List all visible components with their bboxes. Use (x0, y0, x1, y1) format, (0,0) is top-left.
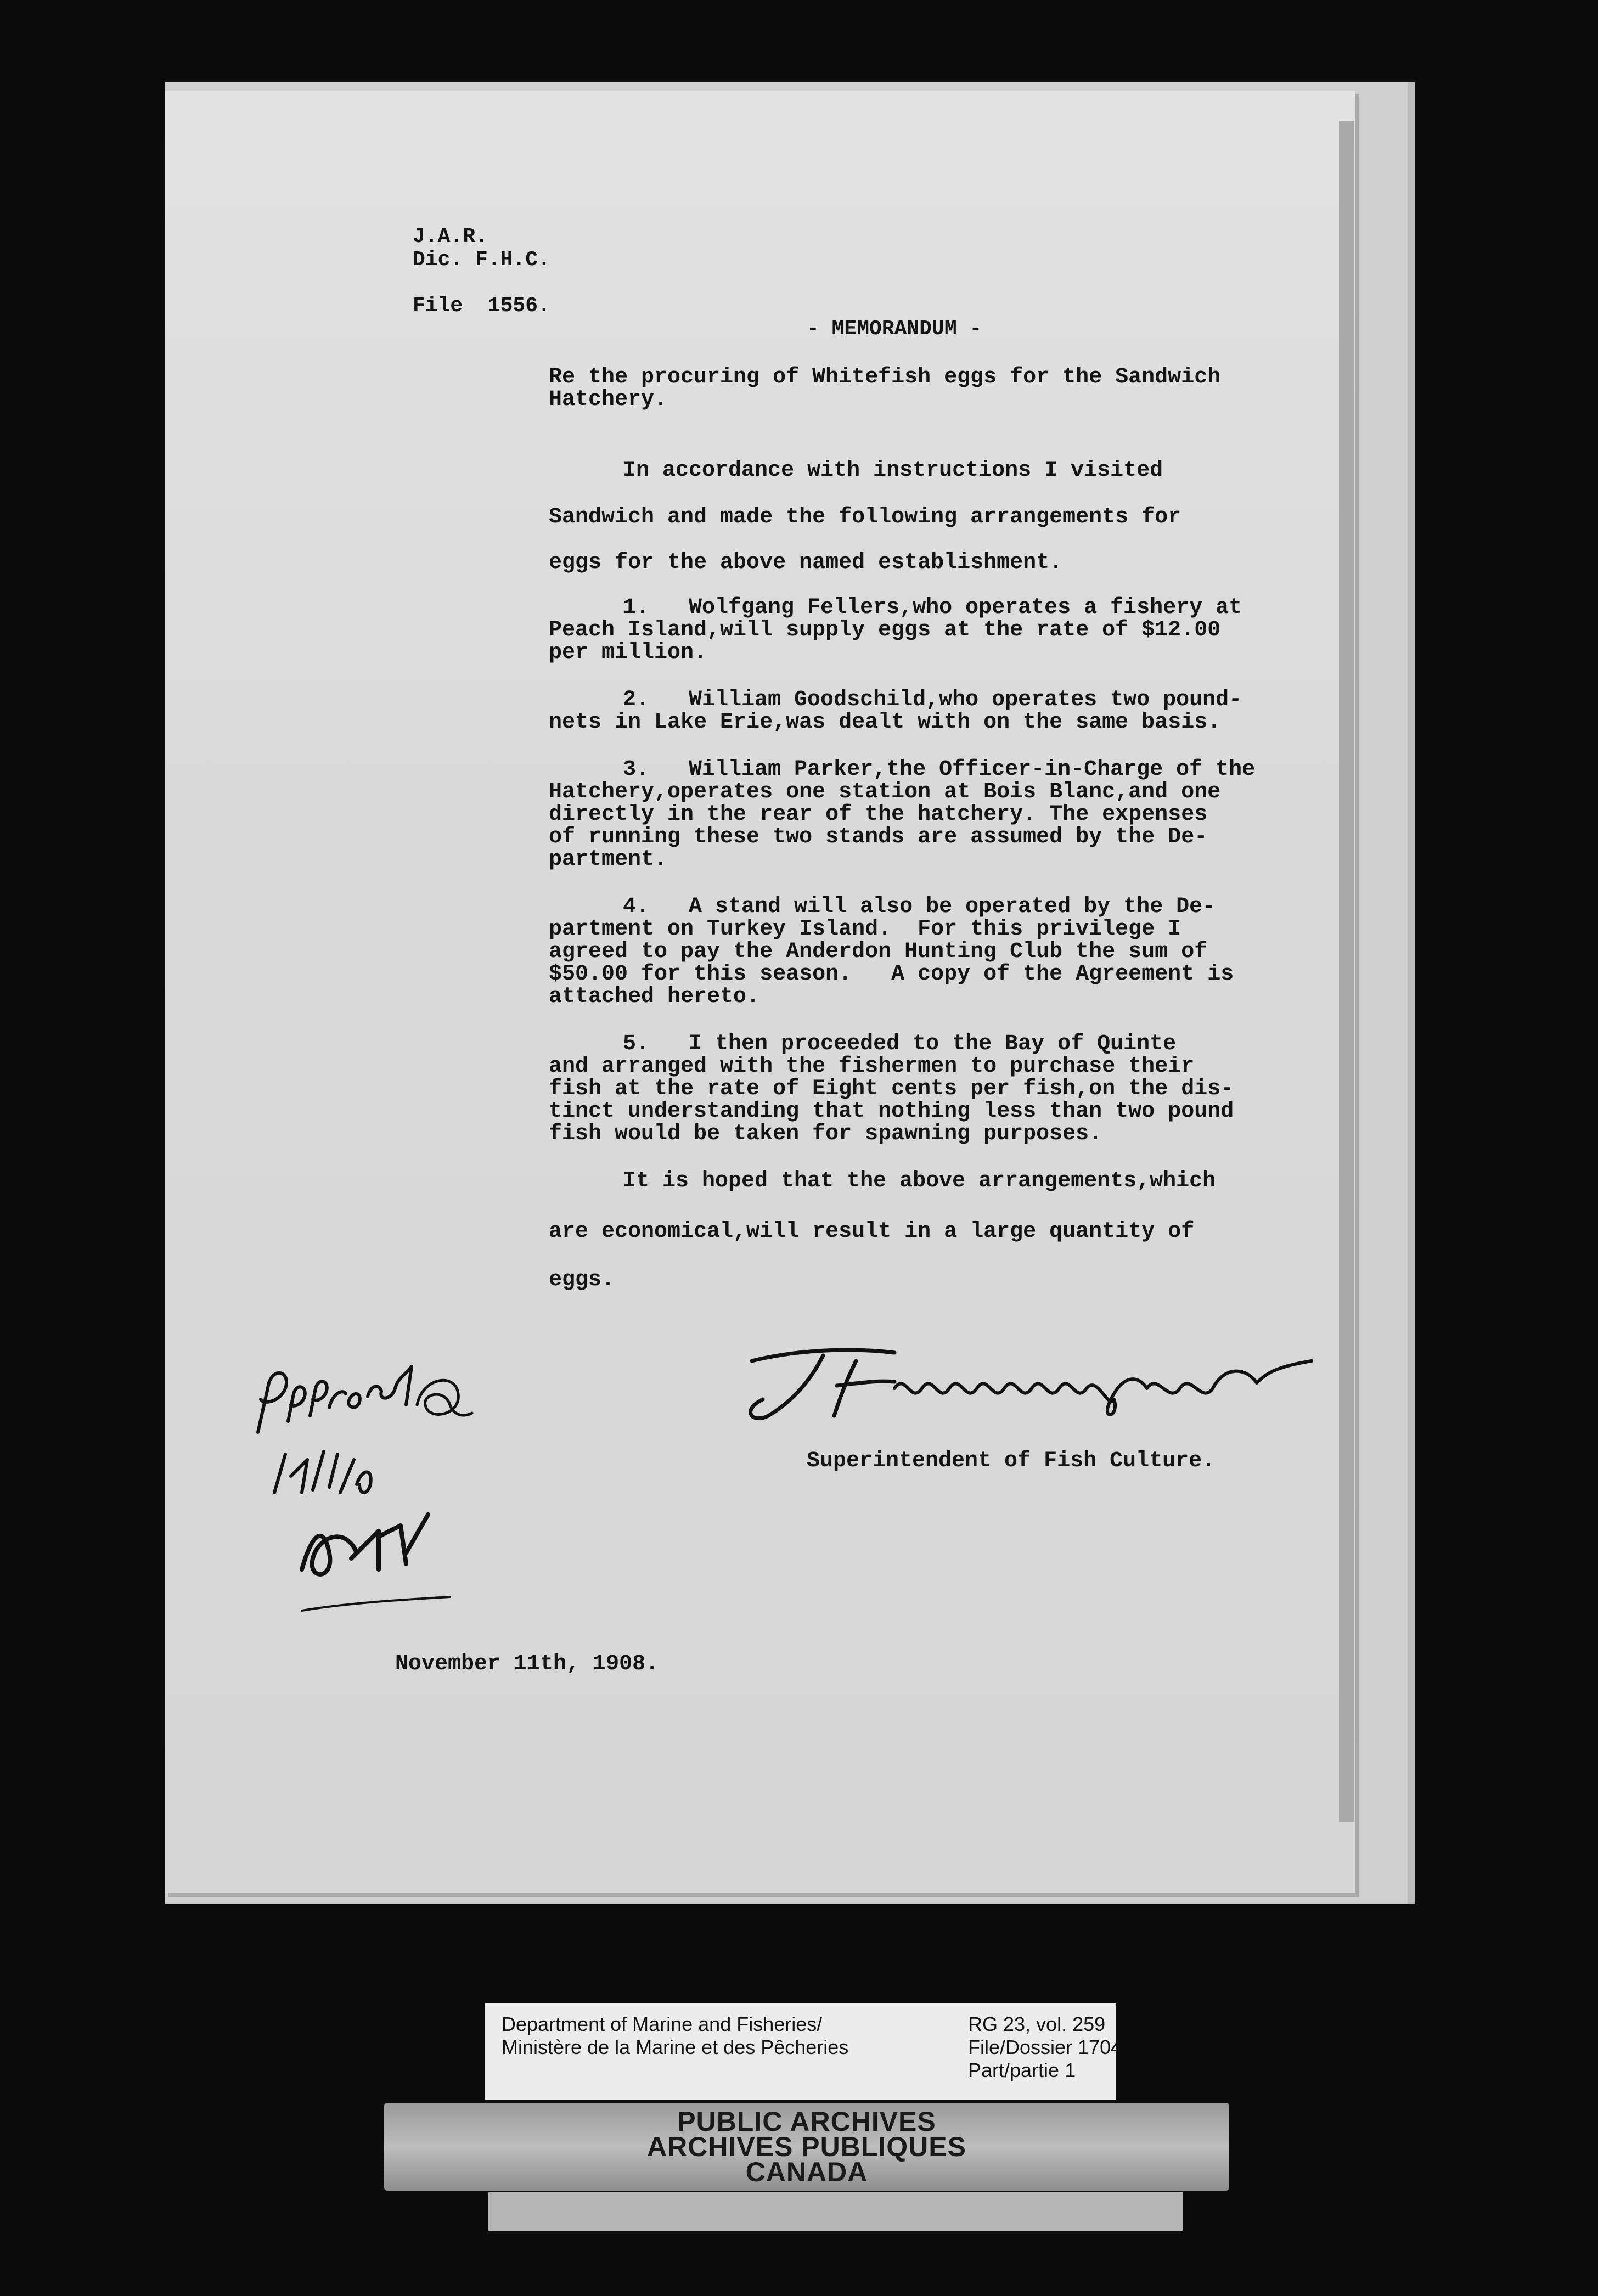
archive-label-department: Department of Marine and Fisheries/ (502, 2013, 823, 2035)
memo-item-3-line: directly in the rear of the hatchery. The expenses (549, 802, 1208, 827)
memo-closing-line: eggs. (549, 1268, 615, 1292)
memo-closing-line: are economical,will result in a large quantity of (549, 1219, 1195, 1244)
stamp-base-strip (488, 2192, 1183, 2231)
archive-label-reference: File/Dossier 1704 (968, 2036, 1122, 2058)
memo-item-5-line: and arranged with the fishermen to purchase their (549, 1054, 1195, 1079)
memo-subject-line: Re the procuring of Whitefish eggs for the Sandwich (549, 365, 1221, 390)
memo-item-5-line: 5. I then proceeded to the Bay of Quinte (623, 1032, 1177, 1056)
memo-title: - MEMORANDUM - (807, 317, 982, 341)
memo-item-1-line: per million. (549, 640, 707, 665)
memo-initials-2: Dic. F.H.C. (413, 248, 550, 272)
memo-subject-line: Hatchery. (549, 387, 668, 412)
memo-intro-line: In accordance with instructions I visited (623, 458, 1163, 483)
memo-date: November 11th, 1908. (395, 1652, 659, 1676)
archive-label-reference: Part/partie 1 (968, 2059, 1076, 2081)
memo-item-5-line: fish would be taken for spawning purposes. (549, 1122, 1102, 1146)
memo-item-1-line: Peach Island,will supply eggs at the rate of $12.00 (549, 618, 1221, 643)
memo-initials-1: J.A.R. (413, 225, 488, 249)
approval-note-handwritten (241, 1295, 494, 1635)
signature-title: Superintendent of Fish Culture. (807, 1449, 1216, 1473)
archive-label-reference: RG 23, vol. 259 (968, 2013, 1106, 2035)
memo-item-3-line: of running these two stands are assumed by the De- (549, 825, 1208, 849)
memo-item-4-line: $50.00 for this season. A copy of the Agreement is (549, 962, 1234, 987)
memo-item-4-line: agreed to pay the Anderdon Hunting Club the sum of (549, 939, 1208, 964)
memo-item-4-line: partment on Turkey Island. For this privilege I (549, 917, 1181, 942)
memo-item-2-line: nets in Lake Erie,was dealt with on the same basis. (549, 710, 1221, 735)
memo-item-2-line: 2. William Goodschild,who operates two pound- (623, 688, 1242, 712)
archive-label-department: Ministère de la Marine et des Pêcheries (502, 2036, 849, 2058)
archive-stamp-line: PUBLIC ARCHIVES (677, 2106, 936, 2137)
memo-item-5-line: fish at the rate of Eight cents per fish,on the dis- (549, 1077, 1234, 1101)
memo-item-3-line: partment. (549, 847, 668, 872)
memo-item-5-line: tinct understanding that nothing less than two pound (549, 1099, 1234, 1124)
memo-item-1-line: 1. Wolfgang Fellers,who operates a fishery at (623, 595, 1242, 620)
paper-edge (1339, 121, 1354, 1822)
memo-item-4-line: 4. A stand will also be operated by the De- (623, 894, 1216, 919)
memo-closing-line: It is hoped that the above arrangements,which (623, 1169, 1216, 1194)
memo-item-3-line: Hatchery,operates one station at Bois Blanc,and one (549, 780, 1221, 804)
memo-file-number: File 1556. (413, 294, 550, 318)
archive-stamp-line: CANADA (745, 2157, 868, 2187)
signature-handwritten (730, 1328, 1333, 1427)
memo-intro-line: Sandwich and made the following arrangements for (549, 505, 1181, 530)
memo-item-4-line: attached hereto. (549, 984, 760, 1009)
archive-label (485, 2003, 1122, 2100)
memo-item-3-line: 3. William Parker,the Officer-in-Charge of the (623, 757, 1256, 782)
archive-stamp-line: ARCHIVES PUBLIQUES (647, 2131, 966, 2162)
archive-stamp (384, 2103, 1229, 2191)
memo-intro-line: eggs for the above named establishment. (549, 550, 1063, 575)
